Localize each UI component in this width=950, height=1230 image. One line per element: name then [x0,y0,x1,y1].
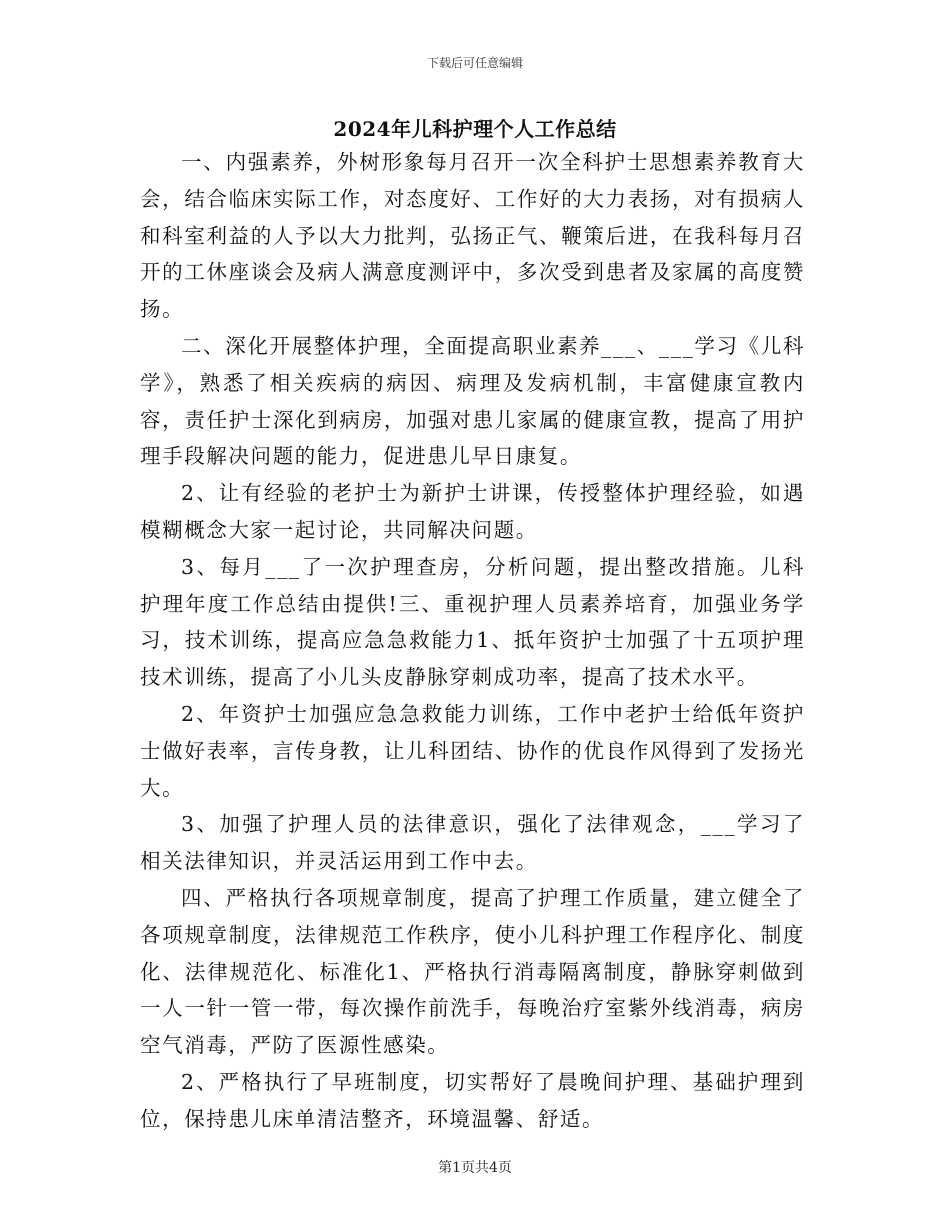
paragraph-6: 3、加强了护理人员的法律意识，强化了法律观念，___学习了相关法律知识，并灵活运用到工作中去。 [140,812,805,874]
paragraph-8: 2、严格执行了早班制度，切实帮好了晨晚间护理、基础护理到位，保持患儿床单清洁整齐，环境温馨、舒适。 [140,1069,805,1131]
document-title: 2024年儿科护理个人工作总结 [333,117,617,141]
paragraph-7: 四、严格执行各项规章制度，提高了护理工作质量，建立健全了各项规章制度，法律规范工作秩序，使小儿科护理工作程序化、制度化、法律规范化、标准化1、严格执行消毒隔离制度，静脉穿刺做到一人一针一管一带，每次操作前洗手，每晚治疗室紫外线消毒，病房空气消毒，严防了医源性感染。 [140,885,805,1058]
page-header-note: 下载后可任意编辑 [426,56,523,70]
paragraph-4: 3、每月___了一次护理查房，分析问题，提出整改措施。儿科护理年度工作总结由提供!三、重视护理人员素养培育，加强业务学习，技术训练，提高应急急救能力1、抵年资护士加强了十五项护理技术训练，提高了小儿头皮静脉穿刺成功率，提高了技术水平。 [140,554,805,690]
paragraph-5: 2、年资护士加强应急急救能力训练，工作中老护士给低年资护士做好表率，言传身教，让儿科团结、协作的优良作风得到了发扬光大。 [140,701,805,800]
page-number-footer: 第1页共4页 [438,1160,512,1176]
paragraph-3: 2、让有经验的老护士为新护士讲课，传授整体护理经验，如遇模糊概念大家一起讨论，共同解决问题。 [140,481,805,542]
paragraph-2: 二、深化开展整体护理，全面提高职业素养___、___学习《儿科学》，熟悉了相关疾病的病因、病理及发病机制，丰富健康宣教内容，责任护士深化到病房，加强对患儿家属的健康宣教，提高了用护理手段解决问题的能力，促进患儿早日康复。 [140,333,805,469]
paragraph-1: 一、内强素养，外树形象每月召开一次全科护士思想素养教育大会，结合临床实际工作，对态度好、工作好的大力表扬，对有损病人和科室利益的人予以大力批判，弘扬正气、鞭策后进，在我科每月召开的工休座谈会及病人满意度测评中，多次受到患者及家属的高度赞扬。 [140,150,805,322]
document-body [140,144,805,1138]
